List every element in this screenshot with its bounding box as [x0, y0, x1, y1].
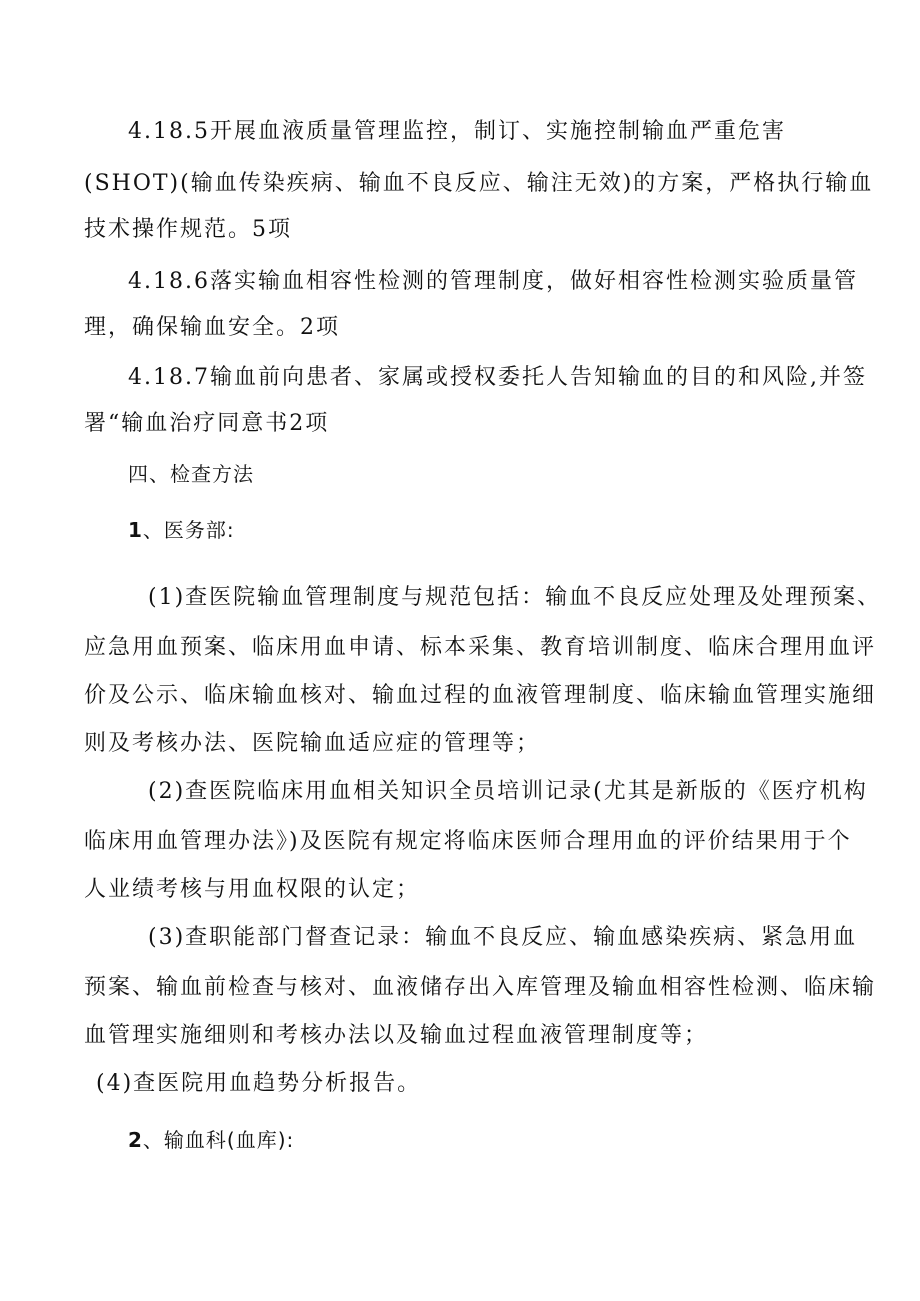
paragraph-line: 则及考核办法、医院输血适应症的管理等； [84, 731, 541, 756]
paragraph-line: 血管理实施细则和考核办法以及输血过程血液管理制度等； [84, 1023, 709, 1048]
subsection-number: 1 [128, 518, 143, 542]
subsection-heading-1 [128, 514, 235, 546]
paragraph-line: 技术操作规范。5项 [84, 217, 292, 242]
subsection-heading-2 [128, 1124, 294, 1156]
paragraph-line: 4.18.5开展血液质量管理监控，制订、实施控制输血严重危害 [128, 119, 786, 144]
paragraph-line: 价及公示、临床输血核对、输血过程的血液管理制度、临床输血管理实施细 [84, 683, 877, 708]
subsection-title: 、医务部: [142, 518, 235, 542]
paragraph-line: (SHOT)(输血传染疾病、输血不良反应、输注无效)的方案，严格执行输血 [84, 171, 874, 196]
paragraph-line: 理，确保输血安全。2项 [84, 315, 340, 340]
paragraph-line: 临床用血管理办法》)及医院有规定将临床医师合理用血的评价结果用于个 [84, 829, 852, 854]
subsection-number: 2 [128, 1128, 143, 1152]
paragraph-line: 应急用血预案、临床用血申请、标本采集、教育培训制度、临床合理用血评 [84, 635, 877, 660]
paragraph-line: 4.18.7输血前向患者、家属或授权委托人告知输血的目的和风险,并签 [128, 365, 867, 390]
paragraph-line: 署“输血治疗同意书2项 [84, 411, 330, 436]
paragraph-line: (1)查医院输血管理制度与规范包括：输血不良反应处理及处理预案、 [148, 585, 882, 610]
paragraph-line: (2)查医院临床用血相关知识全员培训记录(尤其是新版的《医疗机构 [148, 779, 868, 804]
paragraph-line: (4)查医院用血趋势分析报告。 [96, 1071, 422, 1096]
paragraph-line: (3)查职能部门督查记录：输血不良反应、输血感染疾病、紧急用血 [148, 925, 858, 950]
paragraph-line: 预案、输血前检查与核对、血液储存出入库管理及输血相容性检测、临床输 [84, 975, 877, 1000]
subsection-title: 、输血科(血库): [142, 1128, 295, 1152]
paragraph-line: 人业绩考核与用血权限的认定； [84, 877, 421, 902]
section-heading: 四、检查方法 [128, 462, 254, 486]
paragraph-line: 4.18.6落实输血相容性检测的管理制度，做好相容性检测实验质量管 [128, 269, 858, 294]
